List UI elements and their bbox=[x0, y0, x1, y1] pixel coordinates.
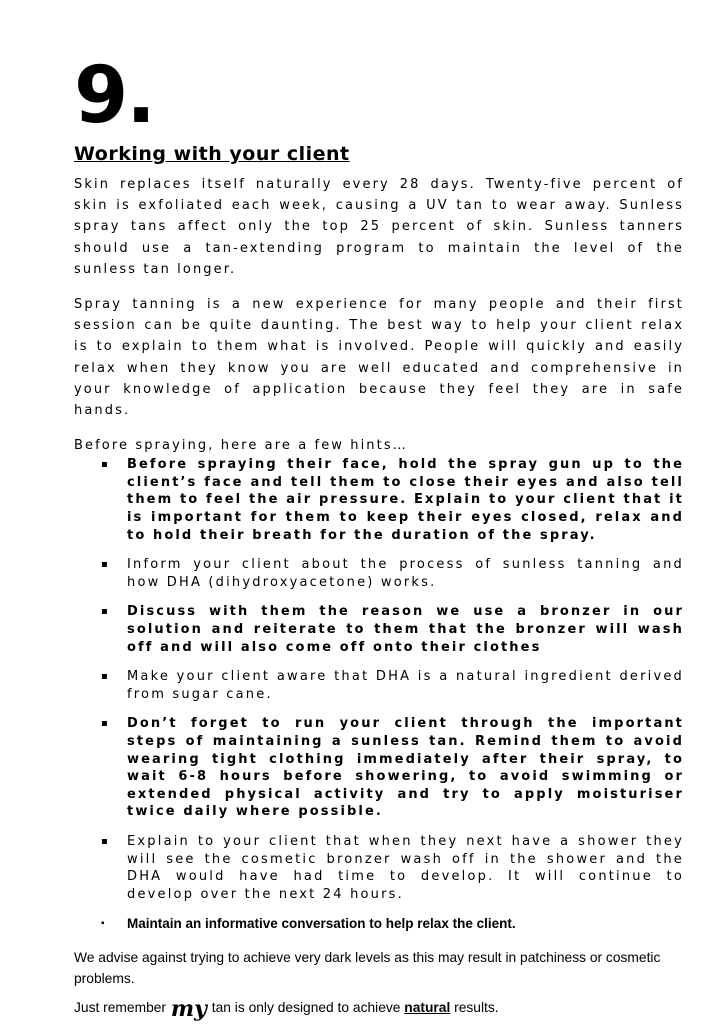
bullet-icon: ▪ bbox=[101, 918, 105, 930]
paragraph-skin-replacement: Skin replaces itself naturally every 28 days. Twenty-five percent of skin is exfoliated each week, causing a UV tan to wear away. Sunless spray tans affect only the top 25 percent of skin. Sunless tanners should use a tan-extending program to maintain the level of the sunless tan longer. bbox=[74, 177, 684, 277]
list-item bbox=[74, 456, 684, 544]
list-item bbox=[74, 833, 684, 903]
chapter-number: 9. bbox=[74, 51, 154, 141]
natural-emphasis: natural bbox=[404, 999, 451, 1015]
list-item bbox=[74, 556, 684, 591]
bullet-icon: ▪ bbox=[101, 606, 110, 618]
advice-paragraph: We advise against trying to achieve very dark levels as this may result in patchiness or cosmetic problems. bbox=[74, 949, 661, 986]
bullet-icon: ▪ bbox=[101, 671, 110, 683]
remember-prefix: Just remember bbox=[74, 999, 167, 1015]
hint-text: Maintain an informative conversation to help relax the client. bbox=[127, 916, 516, 932]
paragraph-spray-experience: Spray tanning is a new experience for many people and their first session can be quite daunting. The best way to help your client relax is to explain to them what is involved. People will quickly and easily relax when they know you are well educated and comprehensive in your knowledge of application because they feel they are in safe hands. bbox=[74, 297, 684, 419]
remember-suffix: results. bbox=[454, 999, 499, 1015]
list-item bbox=[74, 668, 684, 703]
document-page bbox=[74, 52, 684, 1026]
section-heading: Working with your client bbox=[74, 143, 350, 165]
brand-logo: my bbox=[170, 995, 207, 1022]
bullet-icon: ▪ bbox=[101, 718, 110, 730]
hints-intro: Before spraying, here are a few hints… bbox=[74, 438, 408, 454]
hints-list bbox=[74, 456, 684, 933]
hint-text: Discuss with them the reason we use a bronzer in our solution and reiterate to them that the bronzer will wash off and will also come off onto their clothes bbox=[127, 604, 684, 655]
hint-text: Explain to your client that when they next have a shower they will see the cosmetic bronzer wash off in the shower and the DHA would have had time to develop. It will continue to develop over the next 24 hours. bbox=[127, 833, 684, 902]
list-item bbox=[74, 915, 684, 933]
remember-paragraph bbox=[74, 995, 684, 1022]
hint-text: Before spraying their face, hold the spray gun up to the client’s face and tell them to close their eyes and also tell them to feel the air pressure. Explain to your client that it is important for them to keep their eyes closed, relax and to hold their breath for the duration of the spray. bbox=[127, 457, 684, 543]
list-item bbox=[74, 603, 684, 656]
hint-text: Make your client aware that DHA is a natural ingredient derived from sugar cane. bbox=[127, 669, 684, 702]
list-item bbox=[74, 715, 684, 821]
bullet-icon: ▪ bbox=[101, 459, 110, 471]
bullet-icon: ▪ bbox=[101, 559, 110, 571]
bullet-icon: ▪ bbox=[101, 835, 110, 847]
remember-middle: tan is only designed to achieve bbox=[211, 999, 401, 1015]
hint-text: Don’t forget to run your client through the important steps of maintaining a sunless tan. Remind them to avoid wearing tight clothing immediately after their spray, to wait 6-8 hours before showering, to avoid swimming or extended physical activity and try to apply moisturiser twice daily where possible. bbox=[127, 716, 684, 820]
hint-text: Inform your client about the process of sunless tanning and how DHA (dihydroxyacetone) works. bbox=[127, 557, 684, 590]
